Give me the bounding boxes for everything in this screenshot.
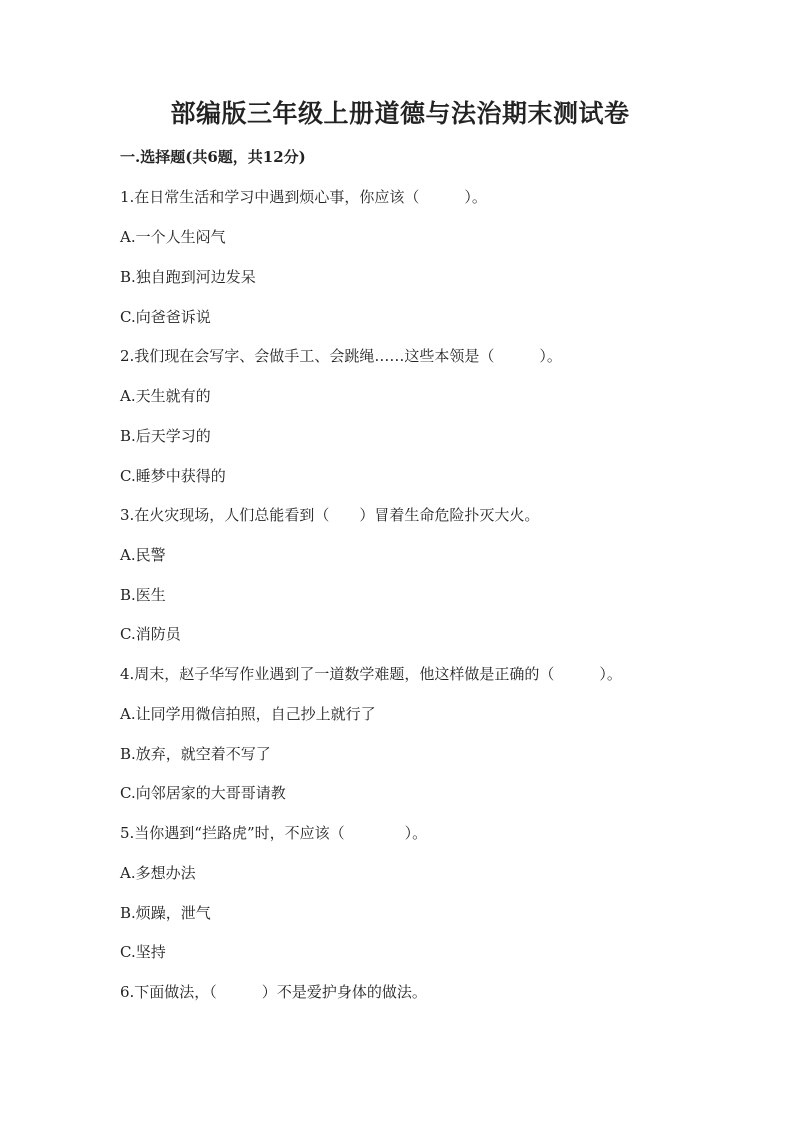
question-5-option-b: B.烦躁，泄气 [120, 904, 211, 922]
page-title: 部编版三年级上册道德与法治期末测试卷 [170, 99, 630, 128]
question-1-option-a: A.一个人生闷气 [120, 228, 226, 246]
question-4-option-a: A.让同学用微信拍照，自己抄上就行了 [120, 705, 376, 723]
question-1-option-c: C.向爸爸诉说 [120, 308, 211, 326]
question-5-option-a: A.多想办法 [120, 864, 196, 882]
question-6-stem: 6.下面做法，（ ）不是爱护身体的做法。 [120, 983, 427, 1001]
question-3-option-a: A.民警 [120, 546, 166, 564]
question-2-option-a: A.天生就有的 [120, 387, 211, 405]
question-3-stem: 3.在火灾现场，人们总能看到（ ）冒着生命危险扑灭大火。 [120, 506, 540, 524]
question-4-stem: 4.周末，赵子华写作业遇到了一道数学难题，他这样做是正确的（ ）。 [120, 665, 622, 683]
question-5-stem: 5.当你遇到“拦路虎”时，不应该（ ）。 [120, 824, 428, 842]
section-heading: 一.选择题(共6题，共12分) [120, 148, 306, 166]
question-3-option-c: C.消防员 [120, 625, 181, 643]
question-1-option-b: B.独自跑到河边发呆 [120, 268, 256, 286]
question-4-option-b: B.放弃，就空着不写了 [120, 745, 271, 763]
question-2-option-c: C.睡梦中获得的 [120, 467, 226, 485]
question-1-stem: 1.在日常生活和学习中遇到烦心事，你应该（ ）。 [120, 188, 487, 206]
question-2-stem: 2.我们现在会写字、会做手工、会跳绳……这些本领是（ ）。 [120, 347, 562, 365]
question-2-option-b: B.后天学习的 [120, 427, 211, 445]
question-3-option-b: B.医生 [120, 586, 166, 604]
question-5-option-c: C.坚持 [120, 943, 166, 961]
question-4-option-c: C.向邻居家的大哥哥请教 [120, 784, 286, 802]
